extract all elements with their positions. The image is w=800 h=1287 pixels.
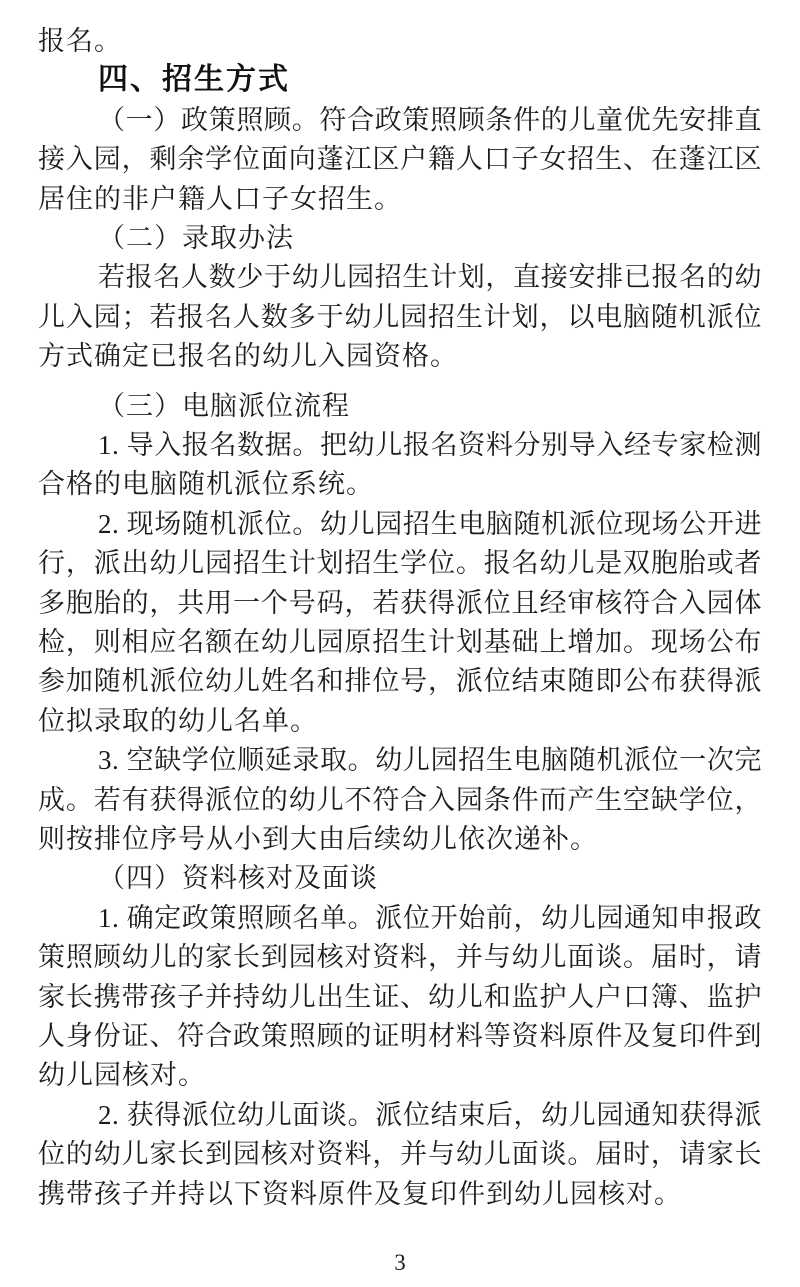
text-line: （四）资料核对及面谈 bbox=[98, 863, 378, 893]
text-line: 居住的非户籍人口子女招生。 bbox=[38, 184, 402, 214]
text-line: 检，则相应名额在幼儿园原招生计划基础上增加。现场公布 bbox=[38, 627, 762, 657]
text-line: （二）录取办法 bbox=[98, 223, 294, 253]
text-line: 方式确定已报名的幼儿入园资格。 bbox=[38, 341, 458, 371]
text-line: 1. 确定政策照顾名单。派位开始前，幼儿园通知申报政 bbox=[98, 903, 762, 933]
text-line: 则按排位序号从小到大由后续幼儿依次递补。 bbox=[38, 824, 598, 854]
text-line: 家长携带孩子并持幼儿出生证、幼儿和监护人户口簿、监护 bbox=[38, 982, 762, 1012]
text-line: 参加随机派位幼儿姓名和排位号，派位结束随即公布获得派 bbox=[38, 666, 762, 696]
text-line: 若报名人数少于幼儿园招生计划，直接安排已报名的幼 bbox=[98, 262, 762, 292]
text-line: （三）电脑派位流程 bbox=[98, 391, 350, 421]
text-line: 2. 现场随机派位。幼儿园招生电脑随机派位现场公开进 bbox=[98, 509, 762, 539]
text-line: 人身份证、符合政策照顾的证明材料等资料原件及复印件到 bbox=[38, 1021, 762, 1051]
text-line: （一）政策照顾。符合政策照顾条件的儿童优先安排直 bbox=[98, 105, 762, 135]
text-line: 行，派出幼儿园招生计划招生学位。报名幼儿是双胞胎或者 bbox=[38, 548, 762, 578]
text-line: 3. 空缺学位顺延录取。幼儿园招生电脑随机派位一次完 bbox=[98, 745, 762, 775]
text-line: 成。若有获得派位的幼儿不符合入园条件而产生空缺学位， bbox=[38, 785, 762, 815]
section-heading: 四、招生方式 bbox=[98, 63, 290, 96]
text-line: 1. 导入报名数据。把幼儿报名资料分别导入经专家检测 bbox=[98, 430, 762, 460]
text-line: 接入园，剩余学位面向蓬江区户籍人口子女招生、在蓬江区 bbox=[38, 144, 762, 174]
page-number: 3 bbox=[394, 1250, 406, 1275]
text-line: 策照顾幼儿的家长到园核对资料，并与幼儿面谈。届时，请 bbox=[38, 942, 762, 972]
text-line: 报名。 bbox=[38, 26, 122, 56]
text-line: 多胞胎的，共用一个号码，若获得派位且经审核符合入园体 bbox=[38, 588, 762, 618]
text-line: 合格的电脑随机派位系统。 bbox=[38, 469, 374, 499]
text-line: 位拟录取的幼儿名单。 bbox=[38, 706, 318, 736]
text-line: 携带孩子并持以下资料原件及复印件到幼儿园核对。 bbox=[38, 1179, 682, 1209]
text-line: 儿入园；若报名人数多于幼儿园招生计划，以电脑随机派位 bbox=[38, 302, 762, 332]
text-line: 2. 获得派位幼儿面谈。派位结束后，幼儿园通知获得派 bbox=[98, 1100, 762, 1130]
text-line: 位的幼儿家长到园核对资料，并与幼儿面谈。届时，请家长 bbox=[38, 1139, 762, 1169]
text-line: 幼儿园核对。 bbox=[38, 1060, 206, 1090]
